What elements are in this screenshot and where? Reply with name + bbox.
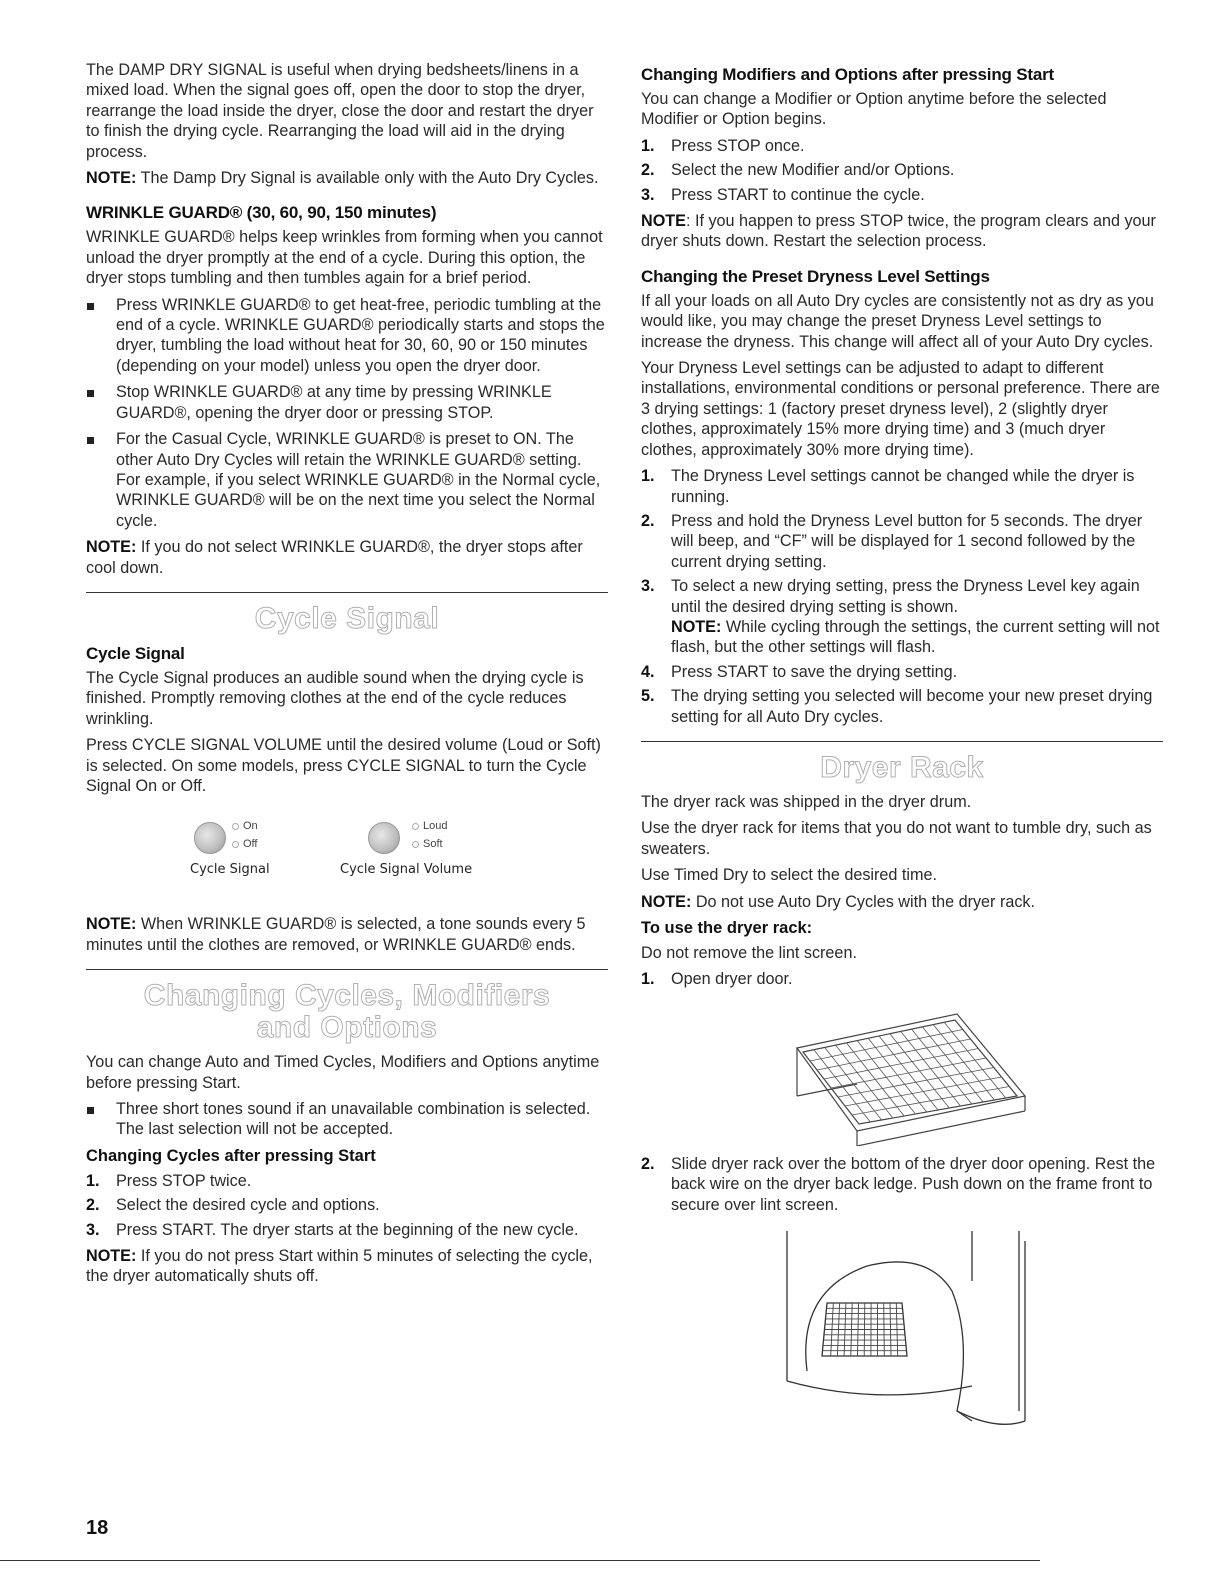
list-item: Stop WRINKLE GUARD® at any time by pressing WRINKLE GUARD®, opening the dryer door or pressing STOP.: [86, 382, 608, 423]
indicator-icon: [412, 841, 419, 848]
indicator-icon: [232, 841, 239, 848]
square-bullet-icon: [87, 1107, 94, 1114]
option-soft: Soft: [412, 838, 443, 850]
changing-modifiers-note: NOTE: If you happen to press STOP twice, the program clears and your dryer shuts down. Restart the selection process.: [641, 212, 1156, 251]
preset-dryness-heading: Changing the Preset Dryness Level Settings: [641, 266, 990, 286]
dryer-door-rack-illustration: [757, 1221, 1047, 1441]
cycle-signal-heading: Cycle Signal: [86, 643, 185, 663]
dryer-rack-step-1: [641, 969, 1163, 989]
bottom-rule: [0, 1560, 1040, 1561]
changing-cycles-heading: Changing Cycles after pressing Start: [86, 1146, 376, 1165]
changing-modifiers-paragraph: You can change a Modifier or Option anytime before the selected Modifier or Option begins.: [641, 90, 1107, 129]
right-column: [641, 60, 1163, 1441]
list-item: Three short tones sound if an unavailable combination is selected. The last selection will not be accepted.: [86, 1099, 608, 1140]
rack-wire: [890, 1303, 891, 1356]
changing-modifiers-heading: Changing Modifiers and Options after pressing Start: [641, 65, 1054, 84]
wrinkle-guard-list: [86, 295, 608, 531]
section-divider: [86, 969, 608, 970]
cycle-signal-note: NOTE: When WRINKLE GUARD® is selected, a tone sounds every 5 minutes until the clothes are removed, or WRINKLE GUARD® ends.: [86, 915, 586, 954]
section-divider: [86, 592, 608, 593]
damp-dry-paragraph: The DAMP DRY SIGNAL is useful when drying bedsheets/linens in a mixed load. When the signal goes off, open the door to stop the dryer, rearrange the load inside the dryer, close the door and restart the dryer to finish the drying cycle. Rearranging the load will aid in the drying process.: [86, 61, 594, 161]
dryer-rack-illustration: [757, 996, 1047, 1146]
list-item: 1. Press STOP once.: [641, 136, 805, 155]
square-bullet-icon: [87, 303, 94, 310]
changing-banner-line-2: and Options: [256, 1011, 438, 1045]
wrinkle-guard-paragraph: WRINKLE GUARD® helps keep wrinkles from forming when you cannot unload the dryer promptly at the end of a cycle. During this option, the dryer stops tumbling and then tumbles again for a brief period.: [86, 228, 603, 288]
rack-wire: [858, 1303, 859, 1356]
list-item: 3. To select a new drying setting, press the Dryness Level key again until the desired drying setting is shown. NOTE: While cycling through the settings, the current setting will not flash, but the other settings will flash.: [641, 577, 1160, 657]
list-item: 3. Press START. The dryer starts at the beginning of the new cycle.: [86, 1220, 579, 1239]
left-column: [86, 60, 608, 1293]
cycle-signal-knob-icon: [194, 822, 226, 854]
cycle-signal-volume-caption: Cycle Signal Volume: [340, 862, 473, 878]
note-text: The Damp Dry Signal is available only with the Auto Dry Cycles.: [136, 169, 599, 188]
dryer-rack-note: NOTE: Do not use Auto Dry Cycles with the dryer rack.: [641, 892, 1036, 911]
list-item: 1. Open dryer door.: [641, 970, 793, 989]
list-item: 5. The drying setting you selected will become your new preset drying setting for all Auto Dry cycles.: [641, 687, 1153, 726]
indicator-icon: [412, 823, 419, 830]
list-item: For the Casual Cycle, WRINKLE GUARD® is preset to ON. The other Auto Dry Cycles will retain the WRINKLE GUARD® setting. For example, if you select WRINKLE GUARD® in the Normal cycle, WRINKLE GUARD® will be on the next time you select the Normal cycle.: [86, 429, 608, 531]
dryer-rack-paragraph-1: The dryer rack was shipped in the dryer drum.: [641, 792, 972, 811]
changing-cycles-note: NOTE: If you do not press Start within 5 minutes of selecting the cycle, the dryer automatically shuts off.: [86, 1247, 593, 1286]
list-item: 4. Press START to save the drying setting.: [641, 662, 958, 681]
cycle-signal-figure: [86, 810, 608, 900]
changing-banner-line-1: Changing Cycles, Modifiers: [143, 979, 551, 1013]
cycle-signal-paragraph-2: Press CYCLE SIGNAL VOLUME until the desired volume (Loud or Soft) is selected. On some models, press CYCLE SIGNAL to turn the Cycle Signal On or Off.: [86, 736, 601, 795]
wrinkle-guard-heading: WRINKLE GUARD® (30, 60, 90, 150 minutes): [86, 203, 437, 223]
indicator-icon: [232, 823, 239, 830]
square-bullet-icon: [87, 390, 94, 397]
cycle-signal-caption: Cycle Signal: [190, 862, 270, 878]
preset-dryness-paragraph-1: If all your loads on all Auto Dry cycles are consistently not as dry as you would like, you may change the preset Dryness Level settings to increase the dryness. This change will affect all of your Auto Dry cycles.: [641, 291, 1154, 351]
list-item: 3. Press START to continue the cycle.: [641, 185, 925, 204]
preset-dryness-paragraph-2: Your Dryness Level settings can be adjusted to adapt to different installations, environmental conditions or personal preference. There are 3 drying settings: 1 (factory preset dryness level), 2 (slightly dryer clothes, approximately 15% more drying time) and 3 (much dryer clothes, approximately 30% more drying time).: [641, 359, 1160, 459]
list-item: Press WRINKLE GUARD® to get heat-free, periodic tumbling at the end of a cycle. WRINKLE GUARD® periodically starts and stops the dryer, tumbling the load without heat for 30, 60, 90 or 150 minutes (depending on your model) unless you open the dryer door.: [86, 295, 608, 377]
option-on: On: [232, 820, 258, 832]
changing-paragraph: You can change Auto and Timed Cycles, Modifiers and Options anytime before pressing Start.: [86, 1053, 600, 1092]
cycle-signal-volume-knob-icon: [368, 822, 400, 854]
option-off: Off: [232, 838, 257, 850]
list-item: 2. Press and hold the Dryness Level button for 5 seconds. The dryer will beep, and “CF” will be displayed for 1 second followed by the current drying setting.: [641, 511, 1143, 571]
list-item: 1. The Dryness Level settings cannot be changed while the dryer is running.: [641, 467, 1135, 506]
preset-dryness-steps: [641, 466, 1163, 727]
note-label: NOTE:: [86, 169, 137, 188]
wrinkle-guard-note: NOTE: If you do not select WRINKLE GUARD®, the dryer stops after cool down.: [86, 538, 583, 577]
dryer-rack-step-2: [641, 1154, 1163, 1215]
dryer-rack-paragraph-3: Use Timed Dry to select the desired time.: [641, 866, 937, 885]
cycle-signal-paragraph-1: The Cycle Signal produces an audible sound when the drying cycle is finished. Promptly removing clothes at the end of the cycle reduces wrinkling.: [86, 668, 584, 728]
section-divider: [641, 741, 1163, 742]
dryer-rack-paragraph-2: Use the dryer rack for items that you do not want to tumble dry, such as sweaters.: [641, 819, 1152, 858]
changing-modifiers-steps: [641, 136, 1163, 205]
option-loud: Loud: [412, 820, 447, 832]
dryer-rack-subheading: To use the dryer rack:: [641, 919, 813, 937]
cycle-signal-banner: Cycle Signal: [254, 601, 440, 635]
dryer-rack-paragraph-4: Do not remove the lint screen.: [641, 944, 857, 962]
list-item: 1. Press STOP twice.: [86, 1171, 252, 1190]
page-number: 18: [86, 1517, 109, 1539]
list-item: 2. Select the new Modifier and/or Options.: [641, 161, 955, 180]
dryer-rack-banner: Dryer Rack: [820, 750, 984, 784]
square-bullet-icon: [87, 437, 94, 444]
changing-list: [86, 1099, 608, 1140]
rack-wire: [884, 1303, 885, 1356]
list-item: 2. Select the desired cycle and options.: [86, 1196, 380, 1215]
damp-dry-note: [86, 168, 608, 188]
changing-cycles-steps: [86, 1171, 608, 1240]
list-item: 2. Slide dryer rack over the bottom of the dryer door opening. Rest the back wire on the dryer back ledge. Push down on the frame front to secure over lint screen.: [641, 1154, 1156, 1214]
rack-wire: [864, 1303, 865, 1356]
